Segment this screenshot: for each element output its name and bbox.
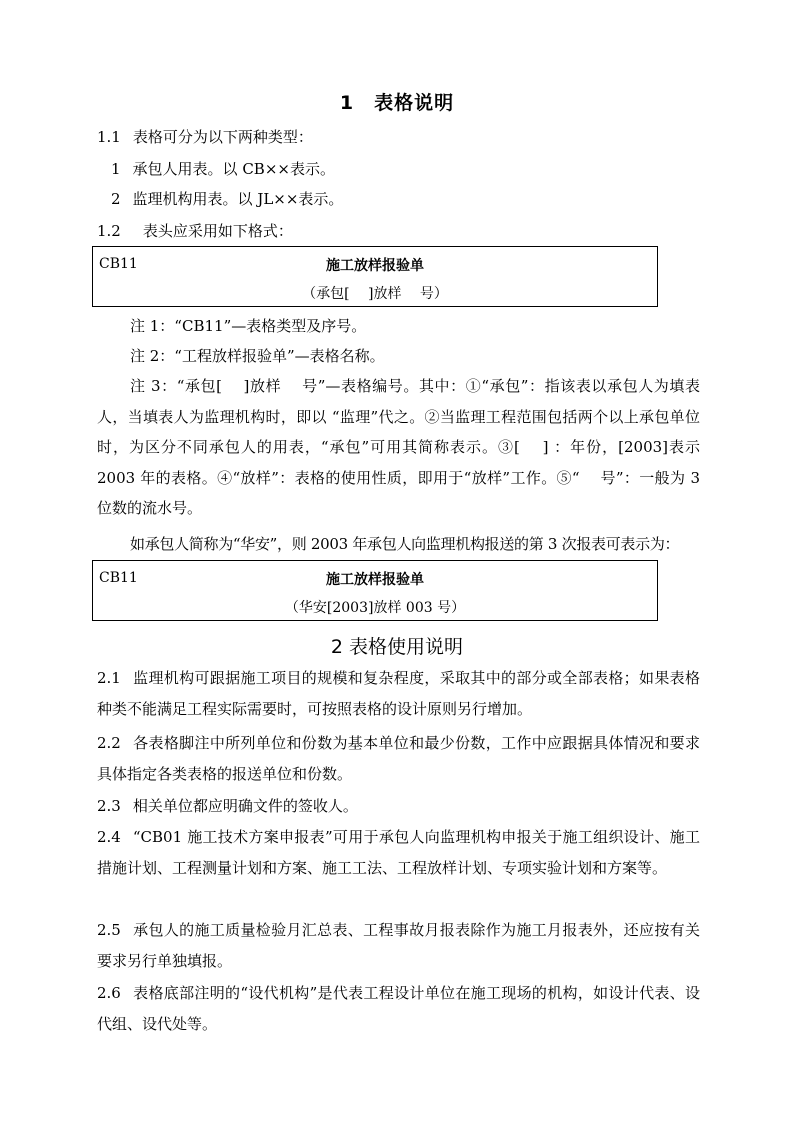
clause-number: 2.4 — [97, 828, 121, 846]
clause-text: 承包人的施工质量检验月汇总表、工程事故月报表除作为施工月报表外，还应按有关要求另行单独填报。 — [97, 921, 700, 970]
clause-number: 2.1 — [97, 669, 121, 687]
clause-text: 表格底部注明的“设代机构”是代表工程设计单位在施工现场的机构，如设计代表、设代组、设代处等。 — [97, 984, 700, 1033]
clause-number: 2.3 — [97, 797, 121, 815]
item-number: 2 — [111, 190, 121, 208]
clause-2-1 — [97, 663, 700, 724]
clause-2-3 — [97, 791, 700, 822]
table-number: （华安[2003]放样 003 号） — [284, 600, 466, 616]
table-number: （承包[ ]放样 号） — [302, 286, 448, 302]
clause-text: “CB01 施工技术方案申报表”可用于承包人向监理机构申报关于施工组织设计、施工措施计划、工程测量计划和方案、施工工法、工程放样计划、专项实验计划和方案等。 — [97, 828, 700, 877]
clause-2-2 — [97, 728, 700, 789]
clause-text: 表头应采用如下格式： — [142, 222, 293, 240]
type-item-1 — [111, 159, 335, 179]
clause-number: 2.5 — [97, 921, 121, 939]
note-4: 如承包人简称为“华安”，则 2003 年承包人向监理机构报送的第 3 次报表可表示为： — [130, 535, 680, 553]
clause-text: 监理机构可跟据施工项目的规模和复杂程度，采取其中的部分或全部表格；如果表格种类不能满足工程实际需要时，可按照表格的设计原则另行增加。 — [97, 669, 700, 718]
clause-number: 2.2 — [97, 734, 121, 752]
clause-number: 1.1 — [97, 128, 121, 146]
table-header-example-2 — [92, 560, 658, 621]
section-title-2: 2 表格使用说明 — [330, 636, 464, 658]
clause-text: 各表格脚注中所列单位和份数为基本单位和最少份数，工作中应跟据具体情况和要求具体指定各类表格的报送单位和份数。 — [97, 734, 700, 783]
note-1: 注 1：“CB11”—表格类型及序号。 — [130, 317, 367, 335]
clause-number: 2.6 — [97, 984, 121, 1002]
section-title-1: 1 表格说明 — [339, 92, 455, 114]
note-2: 注 2：“工程放样报验单”—表格名称。 — [130, 347, 385, 365]
table-code: CB11 — [99, 570, 138, 586]
clause-2-4 — [97, 822, 700, 883]
item-text: 监理机构用表。以 JL××表示。 — [132, 190, 344, 208]
table-header-example-1 — [92, 246, 658, 307]
clause-1-2 — [97, 221, 293, 241]
note-3: 注 3：“承包[ ]放样 号”—表格编号。其中：①“承包”：指该表以承包人为填表人，当填表人为监理机构时，即以 “监理”代之。②当监理工程范围包括两个以上承包单位时，为区分不同承包人的用表，“承包”可用其简称表示。③[ ] ：年份，[2003]表示 2003 年的表格。④“放样”：表格的使用性质，即用于“放样”工作。⑤“ 号”：一般为 3 位数的流水号。 — [97, 377, 700, 517]
clause-2-6 — [97, 978, 700, 1039]
table-name: 施工放样报验单 — [326, 258, 424, 274]
type-item-2 — [111, 189, 343, 209]
item-number: 1 — [111, 160, 121, 178]
clause-2-5 — [97, 915, 700, 976]
clause-text: 相关单位都应明确文件的签收人。 — [132, 797, 358, 815]
table-name: 施工放样报验单 — [326, 572, 424, 588]
clause-text: 表格可分为以下两种类型： — [132, 128, 313, 146]
table-code: CB11 — [99, 256, 138, 272]
clause-1-1 — [97, 127, 313, 147]
item-text: 承包人用表。以 CB××表示。 — [132, 160, 335, 178]
clause-number: 1.2 — [97, 222, 121, 240]
